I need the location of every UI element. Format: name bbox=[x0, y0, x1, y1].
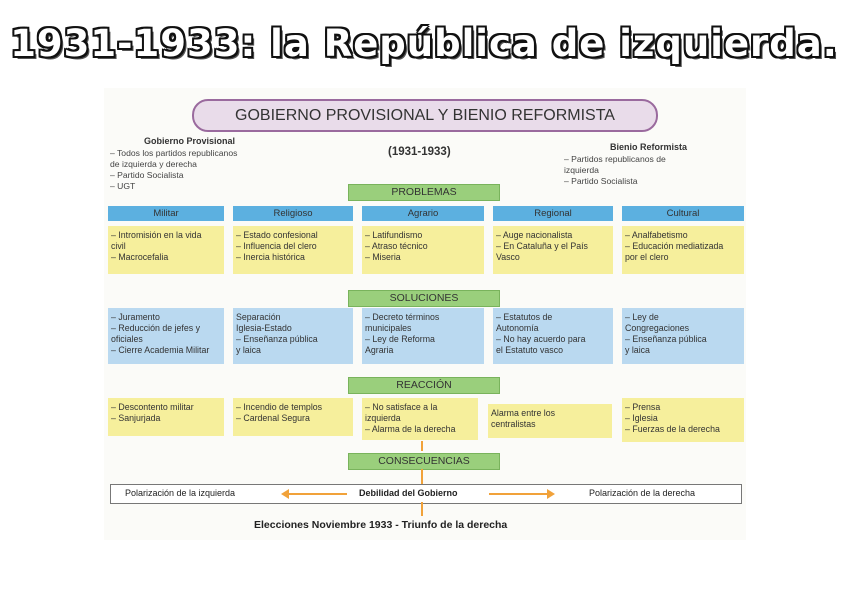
reaction-militar bbox=[108, 398, 224, 436]
category-militar: Militar bbox=[108, 206, 224, 221]
gobierno-provisional-list bbox=[110, 148, 237, 192]
category-regional: Regional bbox=[493, 206, 613, 221]
list-item: – Enseñanza pública bbox=[625, 334, 707, 344]
list-item: de izquierda y derecha bbox=[110, 159, 197, 169]
list-item: – Sanjurjada bbox=[111, 413, 161, 423]
consequence-right: Polarización de la derecha bbox=[589, 488, 696, 498]
list-item: – Educación mediatizada bbox=[625, 241, 724, 251]
list-item: – Ley de Reforma bbox=[365, 334, 435, 344]
list-item: – Analfabetismo bbox=[625, 230, 688, 240]
bienio-reformista-title: Bienio Reformista bbox=[610, 142, 688, 152]
diagram-header: GOBIERNO PROVISIONAL Y BIENIO REFORMISTA bbox=[192, 99, 658, 132]
list-item: el Estatuto vasco bbox=[496, 345, 563, 355]
stage-reaccion: REACCIÓN bbox=[348, 377, 500, 394]
connector-line bbox=[421, 441, 423, 451]
list-item: Iglesia-Estado bbox=[236, 323, 292, 333]
category-cultural: Cultural bbox=[622, 206, 744, 221]
list-item: Autonomía bbox=[496, 323, 539, 333]
list-item: – No hay acuerdo para bbox=[496, 334, 586, 344]
list-item: – Cierre Academia Militar bbox=[111, 345, 210, 355]
consequence-left: Polarización de la izquierda bbox=[125, 488, 236, 498]
list-item: – Partidos republicanos de bbox=[564, 154, 666, 164]
list-item: Alarma entre los bbox=[491, 408, 556, 418]
list-item: – Todos los partidos republicanos bbox=[110, 148, 238, 158]
list-item: Agraria bbox=[365, 345, 394, 355]
reaction-cultural bbox=[622, 398, 744, 442]
list-item: – En Cataluña y el País bbox=[496, 241, 588, 251]
list-item: – Alarma de la derecha bbox=[365, 424, 456, 434]
list-item: – Incendio de templos bbox=[236, 402, 323, 412]
list-item: – Juramento bbox=[111, 312, 160, 322]
bienio-reformista-list bbox=[564, 154, 666, 187]
list-item: – No satisface a la bbox=[365, 402, 438, 412]
list-item: – Partido Socialista bbox=[564, 176, 638, 186]
consequence-center: Debilidad del Gobierno bbox=[359, 488, 458, 498]
list-item: y laica bbox=[236, 345, 261, 355]
list-item: – Auge nacionalista bbox=[496, 230, 573, 240]
list-item: – Macrocefalia bbox=[111, 252, 169, 262]
solution-agrario bbox=[362, 308, 484, 364]
list-item: y laica bbox=[625, 345, 650, 355]
arrow-right bbox=[489, 493, 547, 495]
problem-agrario bbox=[362, 226, 484, 274]
list-item: Separación bbox=[236, 312, 281, 322]
list-item: – Inercia histórica bbox=[236, 252, 305, 262]
connector-line bbox=[421, 502, 423, 516]
solution-religioso bbox=[233, 308, 353, 364]
list-item: – Reducción de jefes y bbox=[111, 323, 200, 333]
problem-militar bbox=[108, 226, 224, 274]
list-item: – Estado confesional bbox=[236, 230, 318, 240]
list-item: por el clero bbox=[625, 252, 669, 262]
problem-cultural bbox=[622, 226, 744, 274]
list-item: – Enseñanza pública bbox=[236, 334, 318, 344]
page-title: 1931-1933: la República de izquierda. bbox=[10, 22, 838, 65]
list-item: – Decreto términos bbox=[365, 312, 440, 322]
list-item: – Prensa bbox=[625, 402, 661, 412]
list-item: – Iglesia bbox=[625, 413, 658, 423]
reaction-agrario bbox=[362, 398, 478, 440]
problem-religioso bbox=[233, 226, 353, 274]
category-agrario: Agrario bbox=[362, 206, 484, 221]
list-item: izquierda bbox=[564, 165, 599, 175]
reaction-religioso bbox=[233, 398, 353, 436]
list-item: civil bbox=[111, 241, 126, 251]
list-item: – Latifundismo bbox=[365, 230, 423, 240]
list-item: oficiales bbox=[111, 334, 143, 344]
list-item: Vasco bbox=[496, 252, 520, 262]
list-item: izquierda bbox=[365, 413, 401, 423]
solution-regional bbox=[493, 308, 613, 364]
list-item: – Ley de bbox=[625, 312, 659, 322]
solution-militar bbox=[108, 308, 224, 364]
list-item: Congregaciones bbox=[625, 323, 690, 333]
category-religioso: Religioso bbox=[233, 206, 353, 221]
connector-line bbox=[421, 469, 423, 484]
list-item: – Partido Socialista bbox=[110, 170, 184, 180]
stage-consecuencias: CONSECUENCIAS bbox=[348, 453, 500, 470]
list-item: – Miseria bbox=[365, 252, 401, 262]
list-item: – Influencia del clero bbox=[236, 241, 317, 251]
final-result: Elecciones Noviembre 1933 - Triunfo de la derecha bbox=[254, 519, 508, 531]
list-item: – Estatutos de bbox=[496, 312, 553, 322]
list-item: centralistas bbox=[491, 419, 536, 429]
period-label: (1931-1933) bbox=[388, 146, 451, 158]
reaction-regional bbox=[488, 404, 612, 438]
list-item: – Descontento militar bbox=[111, 402, 194, 412]
arrow-right-head bbox=[547, 489, 555, 499]
list-item: – Intromisión en la vida bbox=[111, 230, 202, 240]
reform-diagram bbox=[104, 88, 746, 540]
arrow-left-head bbox=[281, 489, 289, 499]
list-item: municipales bbox=[365, 323, 412, 333]
arrow-left bbox=[289, 493, 347, 495]
stage-problemas: PROBLEMAS bbox=[348, 184, 500, 201]
list-item: – UGT bbox=[110, 181, 136, 191]
list-item: – Cardenal Segura bbox=[236, 413, 310, 423]
solution-cultural bbox=[622, 308, 744, 364]
stage-soluciones: SOLUCIONES bbox=[348, 290, 500, 307]
list-item: – Atraso técnico bbox=[365, 241, 428, 251]
gobierno-provisional-title: Gobierno Provisional bbox=[144, 136, 236, 146]
consequences-bar bbox=[110, 484, 742, 504]
problem-regional bbox=[493, 226, 613, 274]
list-item: – Fuerzas de la derecha bbox=[625, 424, 720, 434]
